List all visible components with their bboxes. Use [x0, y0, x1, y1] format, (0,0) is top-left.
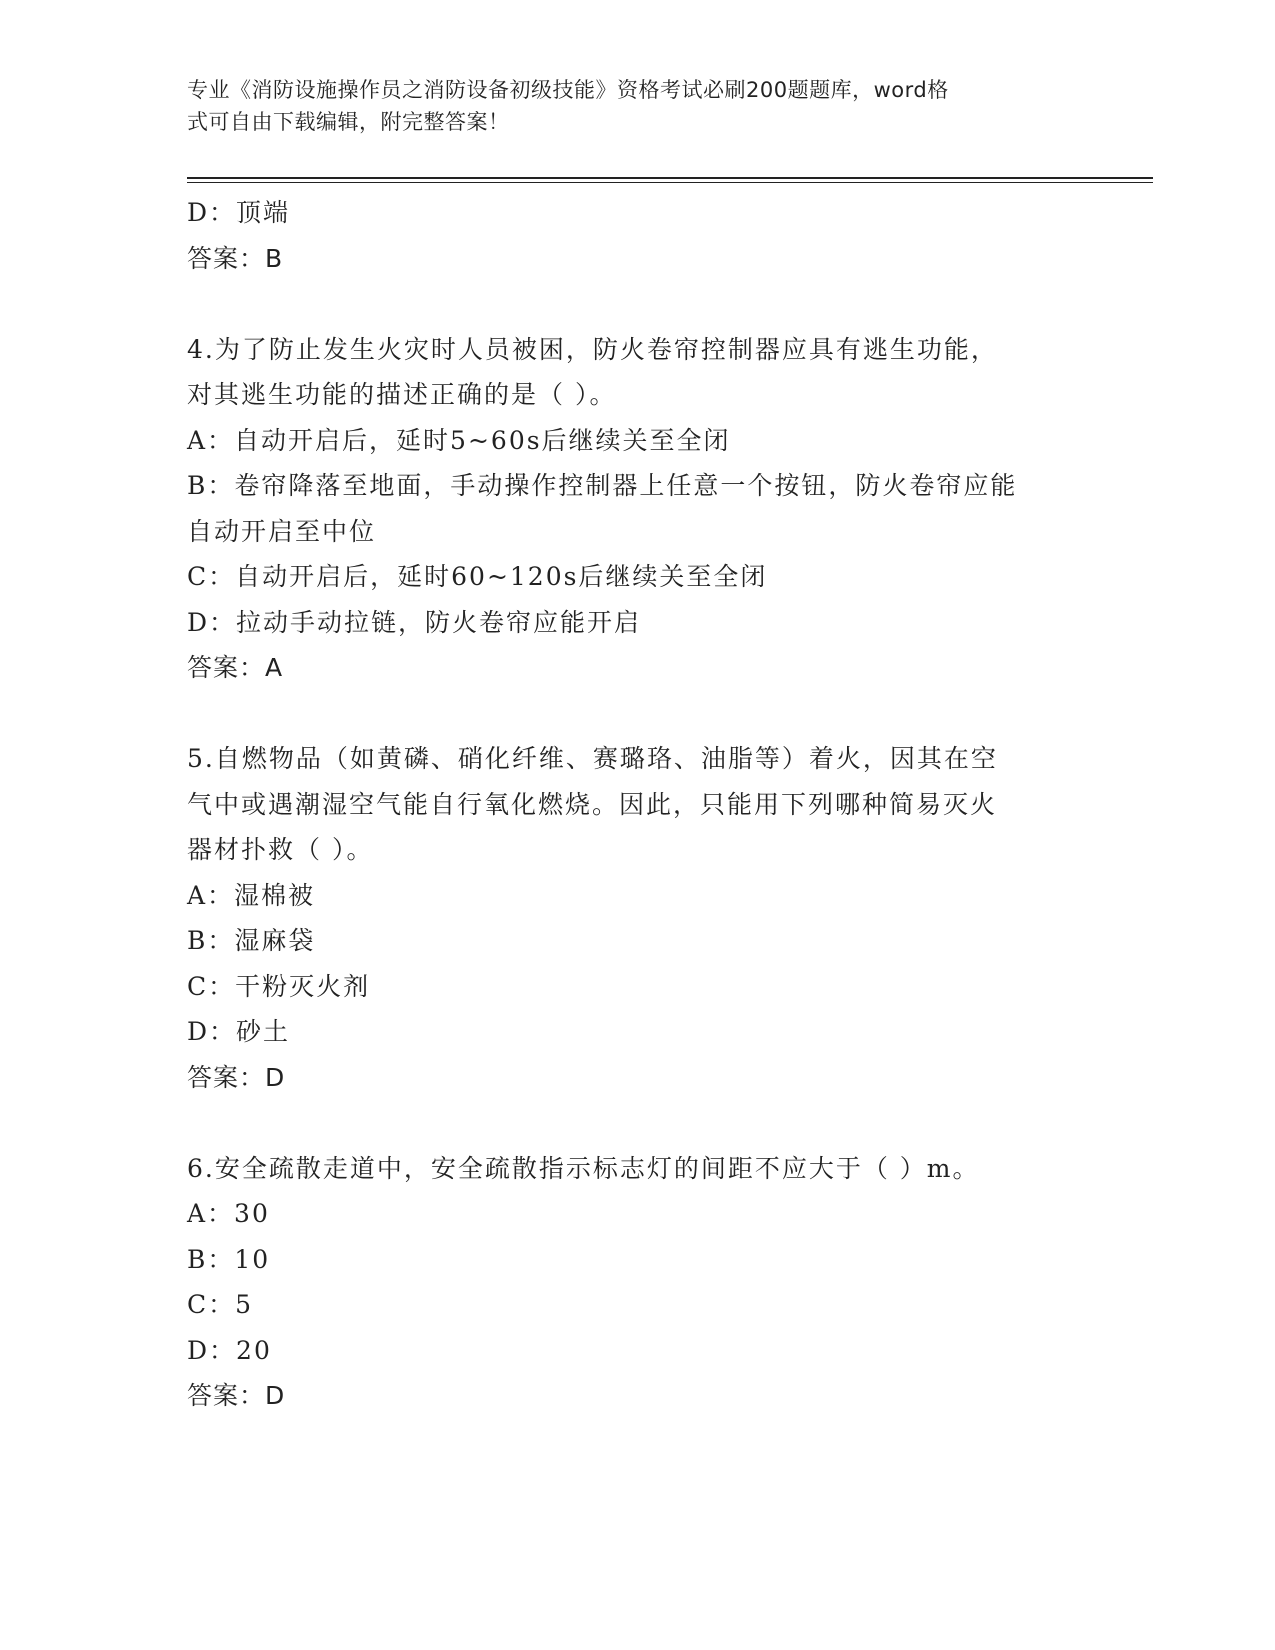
header-line-1: 专业《消防设施操作员之消防设备初级技能》资格考试必刷200题题库，word格: [187, 78, 949, 102]
option-c: C：干粉灭火剂: [187, 971, 371, 1001]
question-5: [187, 736, 1087, 1100]
question-stem: 4.为了防止发生火灾时人员被困，防火卷帘控制器应具有逃生功能，: [187, 334, 998, 364]
option-b: B：湿麻袋: [187, 926, 316, 955]
option-d: D：拉动手动拉链，防火卷帘应能开启: [187, 607, 642, 637]
header-divider-thin: [187, 182, 1153, 183]
option-a: A：湿棉被: [187, 880, 316, 910]
option-a: A：30: [187, 1199, 270, 1228]
header-divider-thick: [187, 177, 1153, 179]
header-line-2: 式可自由下载编辑，附完整答案！: [187, 110, 510, 134]
answer: 答案：A: [187, 653, 284, 682]
previous-question-fragment: [187, 190, 1087, 281]
question-4: [187, 327, 1087, 691]
option-d: D：砂土: [187, 1017, 291, 1046]
option-b: B：10: [187, 1244, 271, 1274]
document-header: [187, 74, 1067, 138]
option-c: C：自动开启后，延时60~120s后继续关至全闭: [187, 562, 768, 591]
question-6: [187, 1146, 1087, 1419]
question-stem: 6.安全疏散走道中，安全疏散指示标志灯的间距不应大于（ ）m。: [187, 1153, 980, 1183]
question-stem: 气中或遇潮湿空气能自行氧化燃烧。因此，只能用下列哪种简易灭火: [187, 789, 998, 819]
option-d: D：20: [187, 1335, 272, 1365]
answer: 答案：D: [187, 1381, 286, 1410]
option-c: C：5: [187, 1290, 254, 1319]
option-b-continued: 自动开启至中位: [187, 516, 377, 546]
option-b: B：卷帘降落至地面，手动操作控制器上任意一个按钮，防火卷帘应能: [187, 471, 1018, 500]
option-a: A：自动开启后，延时5~60s后继续关至全闭: [187, 425, 731, 455]
answer: 答案：B: [187, 243, 284, 273]
answer: 答案：D: [187, 1062, 286, 1092]
question-list: [187, 190, 1087, 1419]
option-d: D：顶端: [187, 198, 291, 227]
question-stem: 对其逃生功能的描述正确的是（ ）。: [187, 380, 617, 409]
question-stem: 器材扑救（ ）。: [187, 835, 374, 864]
question-stem: 5.自燃物品（如黄磷、硝化纤维、赛璐珞、油脂等）着火，因其在空: [187, 744, 998, 773]
